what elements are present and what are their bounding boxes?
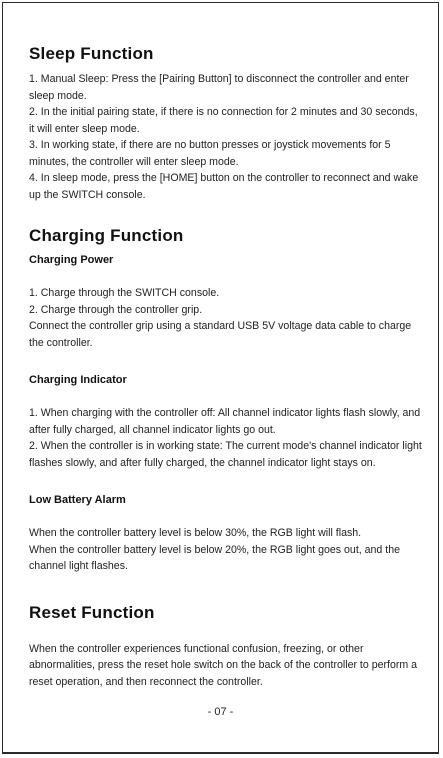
charging-power-line-2: 2. Charge through the controller grip. [29,303,203,316]
reset-function-section [29,602,424,691]
charging-function-title: Charging Function [29,226,184,245]
low-battery-line-1: When the controller battery level is below 30%, the RGB light will flash. [29,527,362,539]
sleep-item-2: 2. In the initial pairing state, if there is no connection for 2 minutes and 30 seconds, it will enter sleep mode. [29,106,418,135]
page-number: - 07 - [207,706,234,718]
charging-power-heading: Charging Power [29,254,114,266]
sleep-function-section [29,43,424,203]
charging-power-line-3: Connect the controller grip using a standard USB 5V voltage data cable to charge the controller. [29,320,412,349]
reset-function-title: Reset Function [29,602,155,622]
manual-page [2,2,439,754]
low-battery-line-2: When the controller battery level is below 20%, the RGB light goes out, and the channel light flashes. [29,543,400,572]
reset-function-text: When the controller experiences functional confusion, freezing, or other abnormalities, press the reset hole switch on the back of the controller to perform a reset operation, and then reconnect the controller. [29,642,418,688]
charging-indicator-line-2: 2. When the controller is in working state: The current mode's channel indicator light flashes slowly, and after fully charged, the channel indicator light stays on. [29,440,422,469]
page-content [29,43,424,690]
charging-power-line-1: 1. Charge through the SWITCH console. [29,287,220,299]
sleep-item-4: 4. In sleep mode, press the [HOME] button on the controller to reconnect and wake up the SWITCH console. [29,172,419,201]
low-battery-alarm-heading: Low Battery Alarm [29,494,126,506]
charging-function-section [29,225,424,575]
charging-indicator-line-1: 1. When charging with the controller off: All channel indicator lights flash slowly, and after fully charged, all channel indicator lights go out. [29,407,421,436]
sleep-function-title: Sleep Function [29,44,154,63]
sleep-item-1: 1. Manual Sleep: Press the [Pairing Button] to disconnect the controller and enter sleep mode. [29,73,409,102]
charging-indicator-heading: Charging Indicator [29,374,127,386]
sleep-item-3: 3. In working state, if there are no button presses or joystick movements for 5 minutes, the controller will enter sleep mode. [29,139,391,168]
